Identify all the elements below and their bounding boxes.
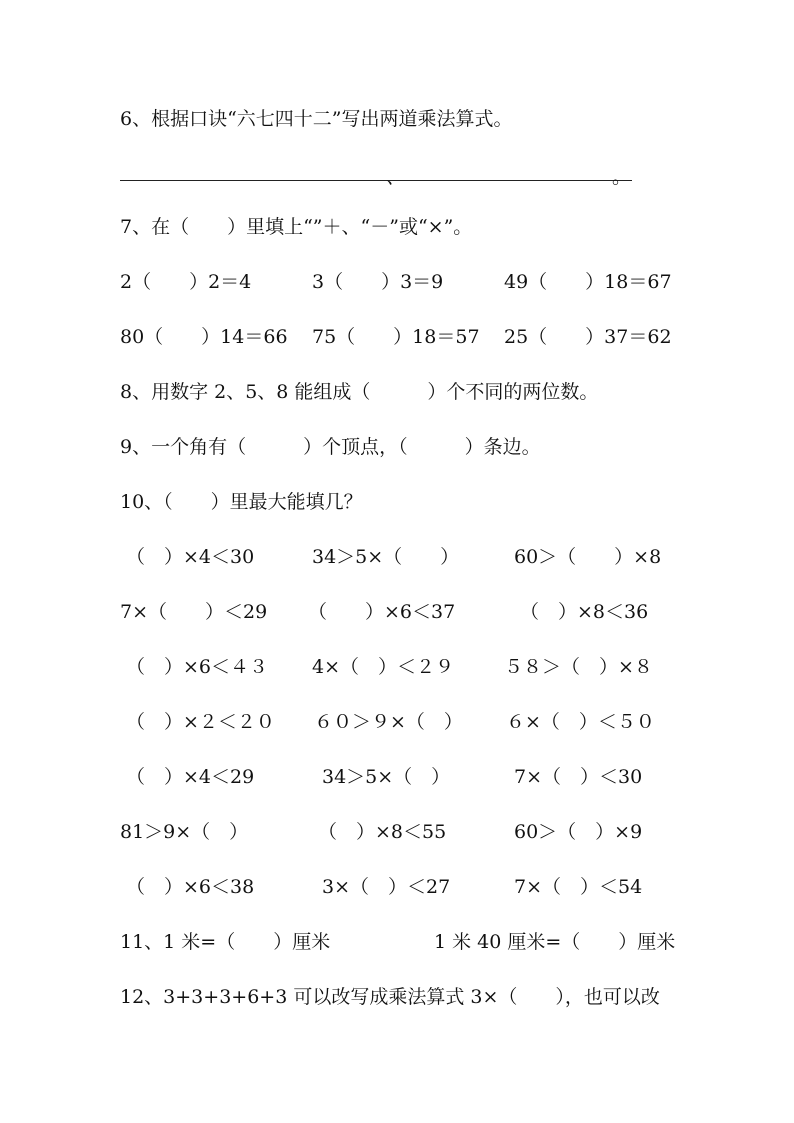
q7-item: 2（ ）2＝4 bbox=[120, 271, 252, 293]
question-12: 12、3+3+3+6+3 可以改写成乘法算式 3×（ ），也可以改 bbox=[120, 986, 660, 1008]
q7-item: 75（ ）18＝57 bbox=[312, 326, 480, 348]
answer-line-6 bbox=[120, 180, 632, 181]
q10-item: （ ）×4＜29 bbox=[126, 766, 255, 788]
q10-item: ６×（ ）＜５０ bbox=[506, 711, 655, 733]
q10-item: （ ）×4＜30 bbox=[126, 546, 255, 568]
q10-item: 7×（ ）＜30 bbox=[514, 766, 643, 788]
answer-end-mark: 。 bbox=[612, 166, 632, 188]
question-11-right: 1 米 40 厘米=（ ）厘米 bbox=[434, 931, 676, 953]
q10-item: 60＞（ ）×9 bbox=[514, 821, 643, 843]
q7-item: 3（ ）3＝9 bbox=[312, 271, 444, 293]
q10-item: （ ）×8＜36 bbox=[520, 601, 649, 623]
q10-item: 34＞5×（ ） bbox=[312, 546, 460, 568]
q10-item: （ ）×8＜55 bbox=[318, 821, 447, 843]
answer-separator: 、 bbox=[386, 166, 406, 188]
question-6: 6、根据口诀“六七四十二”写出两道乘法算式。 bbox=[120, 108, 513, 130]
q10-item: 4×（ ）＜２９ bbox=[312, 656, 455, 678]
q7-item: 49（ ）18＝67 bbox=[504, 271, 672, 293]
q10-item: 34＞5×（ ） bbox=[322, 766, 451, 788]
q10-item: （ ）×２＜２０ bbox=[126, 711, 275, 733]
q10-item: ５８＞（ ）×８ bbox=[504, 656, 653, 678]
q10-item: 81＞9×（ ） bbox=[120, 821, 249, 843]
question-7: 7、在（ ）里填上“”＋、“－”或“×”。 bbox=[120, 216, 473, 238]
q10-item: 7×（ ）＜54 bbox=[514, 876, 643, 898]
question-11-left: 11、1 米=（ ）厘米 bbox=[120, 931, 331, 953]
q10-item: 7×（ ）＜29 bbox=[120, 601, 268, 623]
q10-item: （ ）×6＜４３ bbox=[126, 656, 269, 678]
q10-item: 60＞（ ）×8 bbox=[514, 546, 662, 568]
q7-item: 25（ ）37＝62 bbox=[504, 326, 672, 348]
q10-item: （ ）×6＜38 bbox=[126, 876, 255, 898]
question-9: 9、一个角有（ ）个顶点，（ ）条边。 bbox=[120, 436, 541, 458]
q10-item: 3×（ ）＜27 bbox=[322, 876, 451, 898]
q7-item: 80（ ）14＝66 bbox=[120, 326, 288, 348]
q10-item: ６０＞９×（ ） bbox=[314, 711, 463, 733]
question-10: 10、（ ）里最大能填几？ bbox=[120, 491, 363, 513]
q10-item: （ ）×6＜37 bbox=[308, 601, 456, 623]
question-8: 8、用数字 2、5、8 能组成（ ）个不同的两位数。 bbox=[120, 381, 599, 403]
